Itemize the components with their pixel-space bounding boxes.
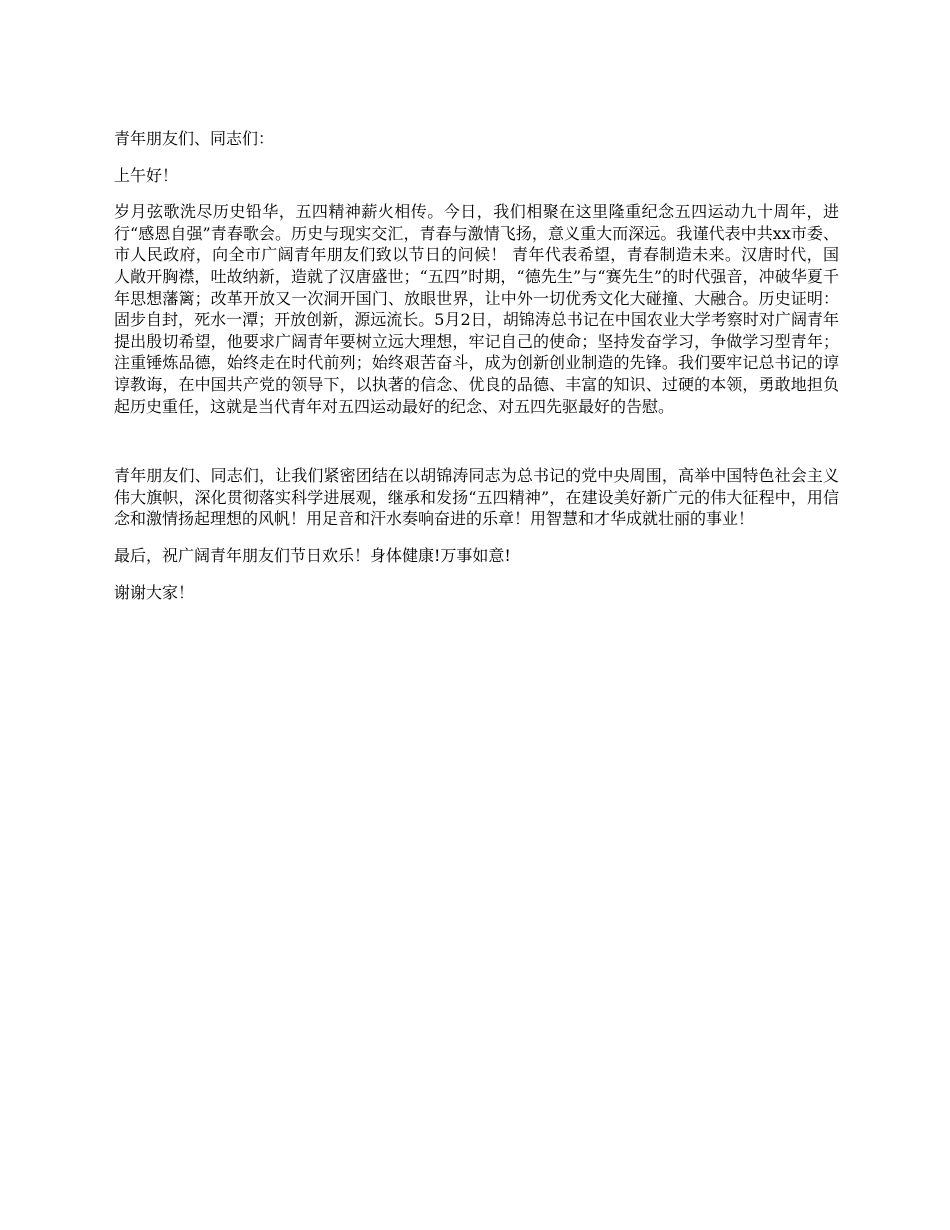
thanks: 谢谢大家！ bbox=[114, 582, 195, 602]
greeting: 上午好！ bbox=[114, 165, 179, 185]
call-to-action-paragraph: 青年朋友们、同志们，让我们紧密团结在以胡锦涛同志为总书记的党中央周围，高举中国特色社会主义伟大旗帜，深化贯彻落实科学进展观，继承和发扬“五四精神”，在建设美好新广元的伟大征程中，用信念和激情扬起理想的风帆！用足音和汗水奏响奋进的乐章！用智慧和才华成就壮丽的事业！ bbox=[114, 466, 839, 529]
main-paragraph: 岁月弦歌洗尽历史铅华，五四精神薪火相传。今日，我们相聚在这里隆重纪念五四运动九十周年，进行“感恩自强”青春歌会。历史与现实交汇，青春与激情飞扬，意义重大而深远。我谨代表中共xx市委、市人民政府，向全市广阔青年朋友们致以节日的问候！ 青年代表希望，青春制造未来。汉唐时代，国人敞开胸襟，吐故纳新，造就了汉唐盛世；“五四”时期，“德先生”与“赛先生”的时代强音，冲破华夏千年思想藩篱；改革开放又一次洞开国门、放眼世界，让中外一切优秀文化大碰撞、大融合。历史证明：固步自封，死水一潭；开放创新，源远流长。5月2日，胡锦涛总书记在中国农业大学考察时对广阔青年提出殷切希望，他要求广阔青年要树立远大理想，牢记自己的使命；坚持发奋学习，争做学习型青年；注重锤炼品德，始终走在时代前列；始终艰苦奋斗，成为创新创业制造的先锋。我们要牢记总书记的谆谆教诲，在中国共产党的领导下，以执著的信念、优良的品德、丰富的知识、过硬的本领，勇敢地担负起历史重任，这就是当代青年对五四运动最好的纪念、对五四先驱最好的告慰。 bbox=[114, 202, 839, 416]
closing-wishes: 最后，祝广阔青年朋友们节日欢乐！身体健康!万事如意! bbox=[114, 545, 511, 565]
speech-body bbox=[114, 128, 839, 618]
salutation: 青年朋友们、同志们： bbox=[114, 129, 275, 148]
